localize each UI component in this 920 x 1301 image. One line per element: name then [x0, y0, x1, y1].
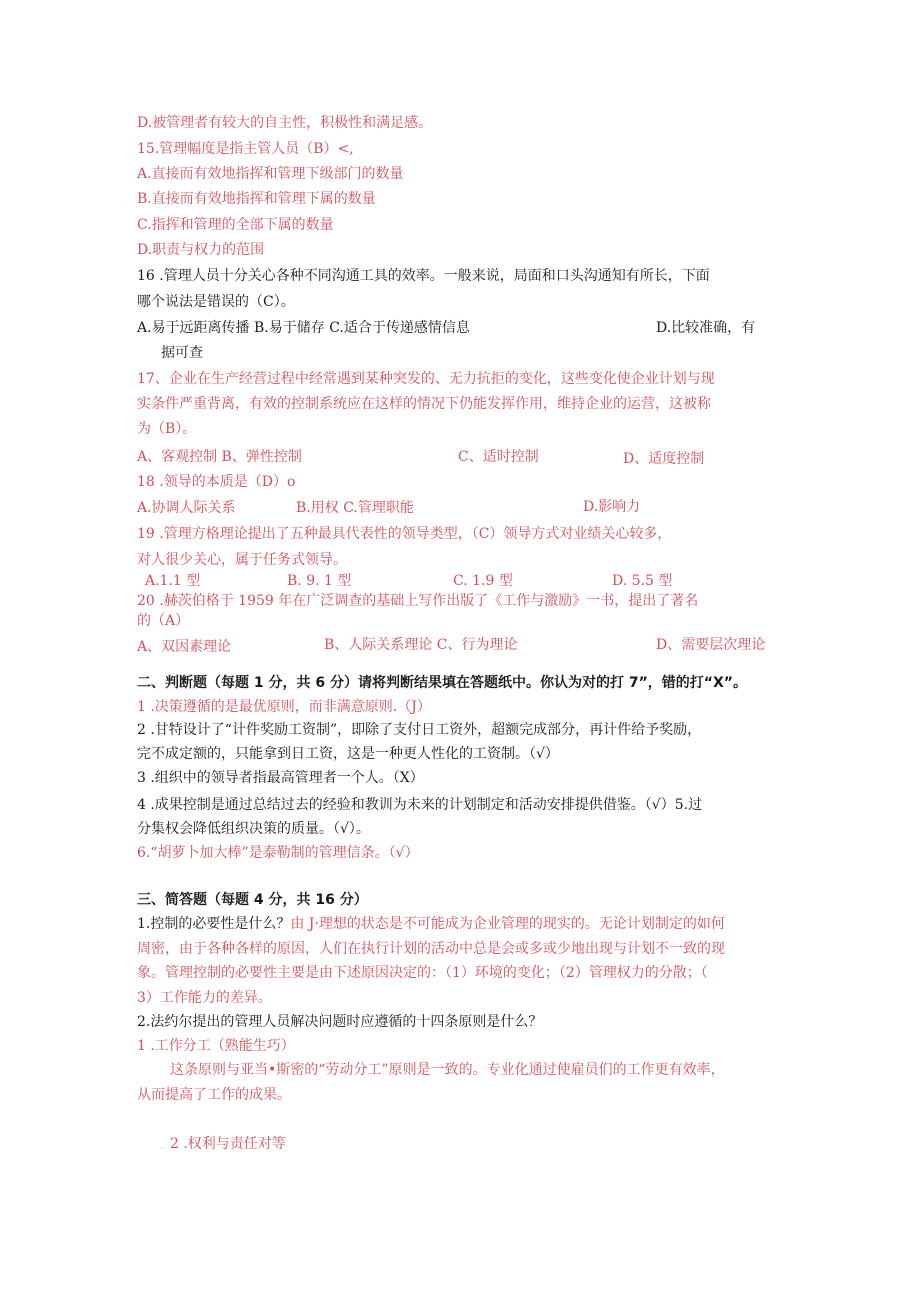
question-15: 15.管理幅度是指主管人员（B）<, — [137, 141, 354, 157]
judge-4-line1: 4 .成果控制是通过总结过去的经验和教训为未来的计划制定和活动安排提供借鉴。（√）5.过 — [137, 797, 703, 813]
question-16-line1: 16 .管理人员十分关心各种不同沟通工具的效率。一般来说，局面和口头沟通知有所长，下面 — [137, 268, 710, 284]
question-20-line1: 20 .赫茨伯格于 1959 年在广泛调查的基础上写作出版了《工作与激励》一书，提出了著名 — [137, 593, 699, 609]
question-16-line2: 哪个说法是错误的（C）。 — [137, 294, 295, 310]
judge-3: 3 .组织中的领导者指最高管理者一个人。（X） — [137, 770, 424, 786]
short-answer-1-line4: 3）工作能力的差异。 — [137, 990, 272, 1006]
short-answer-1 — [137, 914, 725, 934]
option-15c: C.指挥和管理的全部下属的数量 — [137, 217, 334, 233]
question-17-line3: 为（B）。 — [137, 421, 197, 437]
option-15b: B.直接而有效地指挥和管理下属的数量 — [137, 191, 376, 207]
option-19b: B. 9. 1 型 — [287, 573, 352, 589]
option-17c: C、适时控制 — [458, 449, 539, 465]
options-18bc: B.用权 C.管理职能 — [296, 500, 414, 516]
principle-2: 2 .权利与责任对等 — [170, 1136, 286, 1152]
question-17-line1: 17、企业在生产经营过程中经常遇到某种突发的、无力抗拒的变化，这些变化使企业计划与现 — [137, 371, 715, 387]
option-16d-cont: 据可查 — [161, 345, 203, 361]
option-20d: D、需要层次理论 — [656, 637, 766, 653]
option-15a: A.直接而有效地指挥和管理下级部门的数量 — [137, 166, 404, 182]
option-20a: A、双因素理论 — [137, 639, 232, 655]
judge-1: 1 .决策遵循的是最优原则，而非满意原则.（J） — [137, 699, 431, 715]
short-answer-2-question: 2.法约尔提出的管理人员解决问题时应遵循的十四条原则是什么？ — [137, 1014, 543, 1030]
option-19a: A.1.1 型 — [145, 573, 201, 589]
short-answer-1-question: 1.控制的必要性是什么？ — [137, 916, 291, 932]
option-18d: D.影响力 — [583, 499, 641, 515]
options-20bc: B、人际关系理论 C、行为理论 — [324, 637, 518, 653]
option-16d: D.比较准确，有 — [656, 320, 756, 336]
judge-4-line2: 分集权会降低组织决策的质量。（√）。 — [137, 821, 370, 837]
option-19d: D. 5.5 型 — [612, 573, 673, 589]
question-19-line1: 19 .管理方格理论提出了五种最具代表性的领导类型，（C）领导方式对业绩关心较多， — [137, 526, 672, 542]
question-19-line2: 对人很少关心，属于任务式领导。 — [137, 552, 347, 568]
options-16abc: A.易于远距离传播 B.易于储存 C.适合于传递感情信息 — [137, 320, 470, 336]
short-answer-1-line3: 象。管理控制的必要性主要是由下述原因决定的：（1）环境的变化；（2）管理权力的分散；（ — [137, 965, 708, 981]
judge-6: 6.“胡萝卜加大棒”是泰勒制的管理信条。（√） — [137, 845, 419, 861]
principle-1-desc-line2: 从而提高了工作的成果。 — [137, 1087, 291, 1103]
question-18: 18 .领导的本质是（D）o — [137, 474, 296, 490]
short-answer-1-line2: 周密，由于各种各样的原因，人们在执行计划的活动中总是会或多或少地出现与计划不一致的现 — [137, 941, 725, 957]
section-2-heading: 二、判断题（每题 1 分，共 6 分）请将判断结果填在答题纸中。你认为对的打 7”，错的打“X”。 — [137, 675, 747, 691]
option-18a: A.协调人际关系 — [137, 500, 236, 516]
judge-2-line2: 完不成定额的，只能拿到日工资，这是一种更人性化的工资制。（√） — [137, 746, 559, 762]
short-answer-1-answer: 由 J·理想的状态是不可能成为企业管理的现实的。无论计划制定的如何 — [290, 916, 725, 932]
option-15d: D.职责与权力的范围 — [137, 242, 265, 258]
judge-2-line1: 2 .甘特设计了“计件奖励工资制”，即除了支付日工资外，超额完成部分，再计件给予奖励， — [137, 722, 702, 738]
section-3-heading: 三、简答题（每题 4 分，共 16 分） — [137, 892, 368, 908]
option-19c: C. 1.9 型 — [453, 573, 513, 589]
principle-1: 1 .工作分工（熟能生巧） — [137, 1038, 295, 1054]
option-14d: D.被管理者有较大的自主性，积极性和满足感。 — [137, 115, 433, 131]
principle-1-desc-line1: 这条原则与亚当•斯密的“劳动分工”原则是一致的。专业化通过使雇员们的工作更有效率， — [170, 1062, 725, 1078]
question-20-line2: 的（A） — [137, 613, 190, 629]
question-17-line2: 实条件严重背离，有效的控制系统应在这样的情况下仍能发挥作用，维持企业的运营，这被称 — [137, 396, 711, 412]
options-17ab: A、客观控制 B、弹性控制 — [137, 449, 302, 465]
option-17d: D、适度控制 — [623, 451, 705, 467]
